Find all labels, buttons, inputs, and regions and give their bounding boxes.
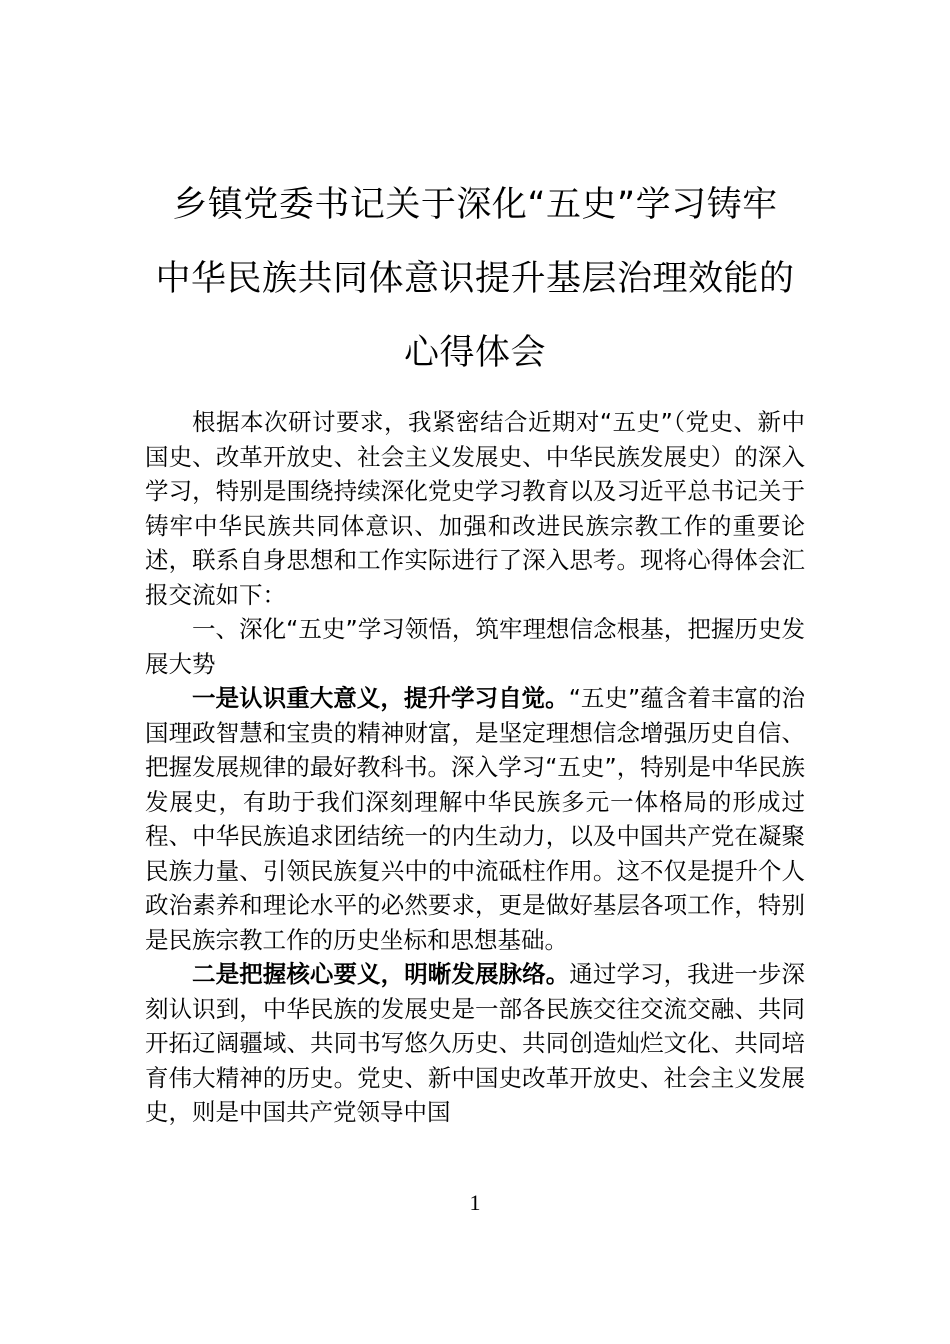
paragraph-point-2	[145, 957, 805, 1130]
document-title	[120, 168, 830, 390]
paragraph-point-1-lead: 一是认识重大意义，提升学习自觉。	[192, 684, 569, 712]
title-line-1: 乡镇党委书记关于深化“五史”学习铸牢	[172, 185, 778, 225]
page-number: 1	[469, 1190, 481, 1215]
section-heading-1-text: 一、深化“五史”学习领悟，筑牢理想信念根基，把握历史发展大势	[145, 615, 805, 678]
document-body	[145, 405, 805, 1130]
paragraph-point-1-text: “五史”蕴含着丰富的治国理政智慧和宝贵的精神财富，是坚定理想信念增强历史自信、把握发展规律的最好教科书。深入学习“五史”，特别是中华民族发展史，有助于我们深刻理解中华民族多元一体格局的形成过程、中华民族追求团结统一的内生动力，以及中国共产党在凝聚民族力量、引领民族复兴中的中流砥柱作用。这不仅是提升个人政治素养和理论水平的必然要求，更是做好基层各项工作，特别是民族宗教工作的历史坐标和思想基础。	[145, 684, 805, 954]
paragraph-point-1	[145, 681, 805, 957]
title-line-3: 心得体会	[403, 333, 546, 373]
section-heading-1	[145, 612, 805, 681]
title-line-2: 中华民族共同体意识提升基层治理效能的	[155, 259, 795, 299]
paragraph-intro	[145, 405, 805, 612]
paragraph-point-2-lead: 二是把握核心要义，明晰发展脉络。	[192, 960, 570, 988]
paragraph-intro-text: 根据本次研讨要求，我紧密结合近期对“五史”（党史、新中国史、改革开放史、社会主义发展史、中华民族发展史）的深入学习，特别是围绕持续深化党史学习教育以及习近平总书记关于铸牢中华民族共同体意识、加强和改进民族宗教工作的重要论述，联系自身思想和工作实际进行了深入思考。现将心得体会汇报交流如下：	[145, 408, 805, 609]
paragraph-point-2-text: 通过学习，我进一步深刻认识到，中华民族的发展史是一部各民族交往交流交融、共同开拓辽阔疆域、共同书写悠久历史、共同创造灿烂文化、共同培育伟大精神的历史。党史、新中国史改革开放史、社会主义发展史，则是中国共产党领导中国	[145, 960, 806, 1126]
